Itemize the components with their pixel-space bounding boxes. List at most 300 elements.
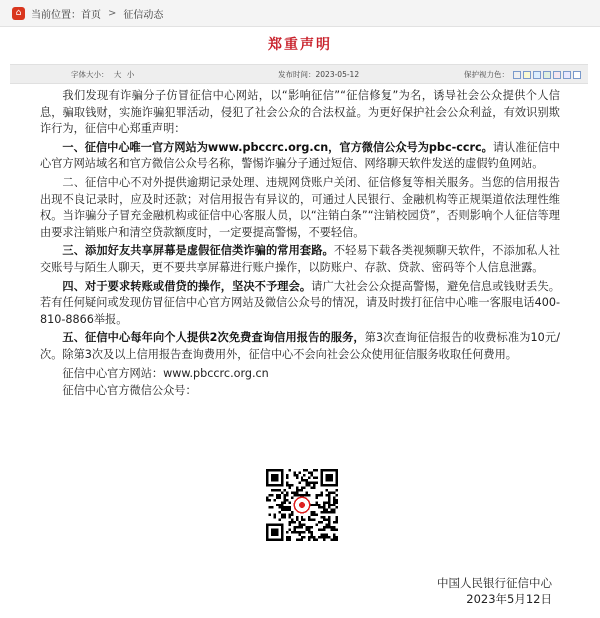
qr-module bbox=[301, 516, 303, 518]
qr-module bbox=[328, 524, 330, 526]
qr-module bbox=[268, 506, 270, 508]
qr-module bbox=[303, 474, 305, 476]
qr-module bbox=[333, 539, 335, 541]
qr-module bbox=[291, 514, 293, 516]
qr-module bbox=[281, 506, 283, 508]
qr-module bbox=[306, 491, 308, 493]
qr-module bbox=[288, 521, 290, 523]
qr-module bbox=[336, 521, 338, 523]
qr-module bbox=[313, 504, 315, 506]
qr-module bbox=[286, 481, 288, 483]
qr-module bbox=[283, 501, 285, 503]
qr-module bbox=[283, 496, 285, 498]
qr-module bbox=[328, 501, 330, 503]
qr-module bbox=[296, 489, 298, 491]
qr-module bbox=[321, 511, 323, 513]
qr-module bbox=[316, 524, 318, 526]
qr-module bbox=[276, 496, 278, 498]
publish-date: 2023-05-12 bbox=[315, 70, 360, 79]
qr-module bbox=[271, 489, 273, 491]
qr-module bbox=[323, 509, 325, 511]
qr-module bbox=[273, 516, 275, 518]
qr-module bbox=[333, 499, 335, 501]
qr-module bbox=[296, 519, 298, 521]
qr-module bbox=[321, 529, 323, 531]
qr-finder-center bbox=[326, 474, 333, 481]
qr-module bbox=[326, 526, 328, 528]
qr-module bbox=[326, 489, 328, 491]
qr-module bbox=[286, 474, 288, 476]
qr-module bbox=[296, 491, 298, 493]
qr-module bbox=[333, 511, 335, 513]
statement-item-5 bbox=[40, 330, 560, 363]
qr-module bbox=[301, 536, 303, 538]
qr-module bbox=[336, 501, 338, 503]
qr-module bbox=[296, 531, 298, 533]
qr-module bbox=[296, 474, 298, 476]
qr-module bbox=[331, 504, 333, 506]
qr-module bbox=[316, 501, 318, 503]
qr-module bbox=[311, 526, 313, 528]
qr-module bbox=[301, 476, 303, 478]
statement-item-4-heading: 四、对于要求转账或借贷的操作，坚决不予理会。 bbox=[62, 279, 312, 293]
qr-module bbox=[311, 471, 313, 473]
color-swatch-2[interactable] bbox=[523, 71, 531, 79]
qr-module bbox=[316, 514, 318, 516]
qr-module bbox=[321, 491, 323, 493]
qr-module bbox=[311, 474, 313, 476]
qr-module bbox=[328, 491, 330, 493]
qr-module bbox=[306, 479, 308, 481]
qr-module bbox=[333, 534, 335, 536]
qr-module bbox=[283, 516, 285, 518]
qr-module bbox=[301, 479, 303, 481]
qr-module bbox=[303, 469, 305, 471]
qr-module bbox=[303, 479, 305, 481]
qr-module bbox=[328, 519, 330, 521]
qr-module bbox=[281, 491, 283, 493]
qr-module bbox=[301, 519, 303, 521]
qr-module bbox=[303, 524, 305, 526]
qr-module bbox=[276, 504, 278, 506]
qr-module bbox=[288, 536, 290, 538]
qr-module bbox=[323, 504, 325, 506]
qr-module bbox=[316, 476, 318, 478]
qr-module bbox=[328, 526, 330, 528]
statement-item-2 bbox=[40, 175, 560, 241]
qr-module bbox=[291, 511, 293, 513]
statement-item-2-text: 二、征信中心不对外提供逾期记录处理、违规网贷账户关闭、征信修复等相关服务。当您的信用报告出现不良记录时，应及时还款；对信用报告有异议的，可通过人民银行、金融机构等正规渠道依法理性维权。当诈骗分子冒充金融机构或征信中心客服人员，以“注销白条”“注销校园贷”，否则影响个人征信等理由要求注销账户和清空贷款额度时，一定要提高警惕，不要轻信。 bbox=[40, 175, 560, 239]
qr-module bbox=[318, 494, 320, 496]
qr-module bbox=[326, 511, 328, 513]
statement-item-1 bbox=[40, 140, 560, 173]
qr-module bbox=[333, 529, 335, 531]
qr-module bbox=[286, 536, 288, 538]
qr-module bbox=[288, 486, 290, 488]
qr-module bbox=[316, 504, 318, 506]
qr-module bbox=[303, 531, 305, 533]
qr-module bbox=[321, 494, 323, 496]
qr-module bbox=[301, 526, 303, 528]
qr-module bbox=[288, 469, 290, 471]
qr-module bbox=[313, 536, 315, 538]
color-swatch-4[interactable] bbox=[543, 71, 551, 79]
breadcrumb bbox=[0, 0, 600, 27]
qr-module bbox=[303, 494, 305, 496]
qr-module bbox=[301, 539, 303, 541]
qr-module bbox=[323, 519, 325, 521]
intro-paragraph: 我们发现有诈骗分子仿冒征信中心网站，以“影响征信”“征信修复”为名，诱导社会公众提供个人信息，骗取钱财，实施诈骗犯罪活动，侵犯了社会公众的合法权益。为更好保护社会公众利益，有效识别欺诈行为，征信中心郑重声明： bbox=[40, 89, 560, 136]
qr-module bbox=[288, 524, 290, 526]
qr-module bbox=[333, 509, 335, 511]
qr-module bbox=[321, 536, 323, 538]
qr-module bbox=[336, 494, 338, 496]
qr-module bbox=[311, 534, 313, 536]
qr-module bbox=[333, 521, 335, 523]
signature-block bbox=[437, 575, 552, 607]
font-size-small-button[interactable]: 小 bbox=[126, 70, 135, 79]
qr-module bbox=[328, 499, 330, 501]
qr-module bbox=[313, 519, 315, 521]
qr-module bbox=[291, 491, 293, 493]
qr-module bbox=[293, 474, 295, 476]
qr-module bbox=[313, 469, 315, 471]
qr-module bbox=[313, 539, 315, 541]
article-meta-bar bbox=[10, 64, 588, 84]
qr-module bbox=[278, 489, 280, 491]
official-wechat-line: 征信中心官方微信公众号： bbox=[62, 384, 197, 398]
qr-module bbox=[296, 516, 298, 518]
qr-module bbox=[283, 506, 285, 508]
qr-module bbox=[296, 486, 298, 488]
qr-module bbox=[331, 509, 333, 511]
qr-module bbox=[276, 494, 278, 496]
statement-item-4 bbox=[40, 279, 560, 329]
qr-module bbox=[336, 506, 338, 508]
qr-module bbox=[301, 531, 303, 533]
qr-finder-center bbox=[271, 529, 278, 536]
qr-module bbox=[308, 519, 310, 521]
signature-organization: 中国人民银行征信中心 bbox=[437, 576, 552, 590]
qr-module bbox=[278, 494, 280, 496]
qr-module bbox=[293, 526, 295, 528]
qr-module bbox=[308, 531, 310, 533]
qr-module bbox=[321, 534, 323, 536]
qr-module bbox=[278, 511, 280, 513]
qr-module bbox=[298, 489, 300, 491]
qr-module bbox=[306, 469, 308, 471]
qr-module bbox=[288, 539, 290, 541]
qr-module bbox=[271, 494, 273, 496]
color-swatch-6[interactable] bbox=[563, 71, 571, 79]
qr-module bbox=[283, 514, 285, 516]
qr-module bbox=[308, 471, 310, 473]
qr-module bbox=[328, 511, 330, 513]
qr-module bbox=[293, 529, 295, 531]
qr-module bbox=[268, 514, 270, 516]
breadcrumb-section-link[interactable]: 征信动态 bbox=[123, 9, 164, 21]
qr-module bbox=[293, 494, 295, 496]
qr-module bbox=[281, 516, 283, 518]
qr-module bbox=[333, 501, 335, 503]
qr-module bbox=[306, 484, 308, 486]
qr-module bbox=[306, 481, 308, 483]
qr-module bbox=[308, 536, 310, 538]
qr-module bbox=[333, 536, 335, 538]
qr-module bbox=[311, 504, 313, 506]
qr-module bbox=[283, 489, 285, 491]
qr-module bbox=[308, 481, 310, 483]
qr-module bbox=[318, 529, 320, 531]
qr-module bbox=[331, 539, 333, 541]
qr-module bbox=[311, 531, 313, 533]
qr-module bbox=[311, 536, 313, 538]
qr-module bbox=[296, 526, 298, 528]
qr-module bbox=[293, 521, 295, 523]
qr-module bbox=[308, 494, 310, 496]
qr-module bbox=[291, 496, 293, 498]
qr-module bbox=[273, 514, 275, 516]
qr-module bbox=[286, 506, 288, 508]
qr-module bbox=[308, 476, 310, 478]
statement-item-3-text: 不轻易下载各类视频聊天软件，不添加私人社交账号与陌生人聊天，更不要共享屏幕进行账户操作，以防账户、存款、贷款、密码等个人信息泄露。 bbox=[40, 244, 560, 274]
qr-module bbox=[323, 534, 325, 536]
qr-module bbox=[308, 516, 310, 518]
qr-module bbox=[298, 534, 300, 536]
qr-module bbox=[326, 536, 328, 538]
qr-module bbox=[278, 496, 280, 498]
qr-module bbox=[328, 521, 330, 523]
qr-module bbox=[328, 496, 330, 498]
qr-module bbox=[313, 514, 315, 516]
statement-item-5-heading: 五、征信中心每年向个人提供2次免费查询信用报告的服务， bbox=[62, 331, 365, 345]
statement-item-3-heading: 三、添加好友共享屏幕是虚假征信类诈骗的常用套路。 bbox=[62, 244, 334, 258]
qr-module bbox=[286, 494, 288, 496]
qr-module bbox=[278, 504, 280, 506]
publish-time bbox=[278, 69, 359, 80]
official-website-line: 征信中心官方网站：www.pbccrc.org.cn bbox=[62, 366, 269, 380]
qr-module bbox=[291, 531, 293, 533]
qr-module bbox=[288, 501, 290, 503]
qr-module bbox=[281, 504, 283, 506]
qr-module bbox=[303, 536, 305, 538]
qr-module bbox=[283, 509, 285, 511]
qr-module bbox=[273, 499, 275, 501]
qr-module bbox=[333, 491, 335, 493]
qr-module bbox=[283, 494, 285, 496]
qr-module bbox=[266, 496, 268, 498]
qr-module bbox=[271, 506, 273, 508]
breadcrumb-prefix: 当前位置： bbox=[31, 9, 81, 21]
qr-module bbox=[321, 521, 323, 523]
qr-module bbox=[303, 519, 305, 521]
statement-item-1-text: 请认准征信中心官方网站域名和官方微信公众号名称，警惕诈骗分子通过短信、网络聊天软件发送的虚假钓鱼网站。 bbox=[40, 140, 560, 171]
qr-module bbox=[286, 509, 288, 511]
qr-module bbox=[323, 529, 325, 531]
qr-module bbox=[278, 519, 280, 521]
qr-module bbox=[323, 511, 325, 513]
qr-module bbox=[281, 501, 283, 503]
color-swatch-5[interactable] bbox=[553, 71, 561, 79]
page-title: 郑重声明 bbox=[268, 37, 332, 53]
qr-module bbox=[336, 499, 338, 501]
qr-module bbox=[328, 506, 330, 508]
qr-module bbox=[266, 499, 268, 501]
qr-module bbox=[306, 529, 308, 531]
qr-module bbox=[326, 494, 328, 496]
font-size-big-button[interactable]: 大 bbox=[113, 70, 122, 79]
qr-module bbox=[296, 476, 298, 478]
qr-module bbox=[308, 484, 310, 486]
qr-module bbox=[268, 494, 270, 496]
color-swatch-3[interactable] bbox=[533, 71, 541, 79]
qr-module bbox=[293, 471, 295, 473]
color-swatch-list bbox=[511, 70, 581, 79]
qr-module bbox=[336, 529, 338, 531]
qr-module bbox=[296, 494, 298, 496]
qr-module bbox=[301, 524, 303, 526]
qr-module bbox=[323, 516, 325, 518]
publish-label: 发布时间： bbox=[278, 70, 316, 79]
qr-module bbox=[326, 534, 328, 536]
article-body bbox=[40, 88, 560, 400]
qr-module bbox=[288, 514, 290, 516]
qr-module bbox=[283, 499, 285, 501]
qr-module bbox=[323, 526, 325, 528]
qr-module bbox=[288, 509, 290, 511]
qr-module bbox=[288, 484, 290, 486]
qr-module bbox=[323, 506, 325, 508]
qr-module bbox=[326, 509, 328, 511]
qr-module bbox=[278, 506, 280, 508]
qr-module bbox=[311, 511, 313, 513]
qr-module bbox=[288, 506, 290, 508]
qr-module bbox=[286, 539, 288, 541]
qr-module bbox=[331, 511, 333, 513]
qr-module bbox=[281, 509, 283, 511]
qr-module bbox=[308, 526, 310, 528]
qr-module bbox=[311, 514, 313, 516]
qr-module bbox=[298, 521, 300, 523]
qr-module bbox=[323, 536, 325, 538]
statement-item-3 bbox=[40, 243, 560, 276]
qr-module bbox=[298, 526, 300, 528]
font-size-label: 字体大小： bbox=[71, 70, 109, 79]
qr-module bbox=[311, 486, 313, 488]
qr-module bbox=[276, 489, 278, 491]
qr-module bbox=[316, 494, 318, 496]
qr-module bbox=[298, 471, 300, 473]
qr-module bbox=[323, 539, 325, 541]
qr-module bbox=[331, 529, 333, 531]
qr-module bbox=[301, 494, 303, 496]
qr-module bbox=[328, 504, 330, 506]
qr-module bbox=[291, 519, 293, 521]
breadcrumb-home-link[interactable]: 首页 bbox=[81, 9, 101, 21]
qr-module bbox=[281, 514, 283, 516]
qr-module bbox=[328, 536, 330, 538]
qr-module bbox=[313, 486, 315, 488]
breadcrumb-separator: > bbox=[108, 7, 117, 19]
qr-module bbox=[298, 531, 300, 533]
qr-module bbox=[288, 529, 290, 531]
qr-module bbox=[286, 531, 288, 533]
qr-module bbox=[336, 519, 338, 521]
qr-module bbox=[318, 504, 320, 506]
qr-module bbox=[308, 529, 310, 531]
qr-module bbox=[318, 521, 320, 523]
qr-module bbox=[311, 481, 313, 483]
qr-module bbox=[291, 521, 293, 523]
qr-module bbox=[316, 539, 318, 541]
qr-module bbox=[316, 481, 318, 483]
qr-module bbox=[316, 469, 318, 471]
signature-date: 2023年5月12日 bbox=[466, 592, 552, 606]
qr-module bbox=[298, 539, 300, 541]
qr-module bbox=[331, 526, 333, 528]
qr-module bbox=[328, 516, 330, 518]
qr-module bbox=[308, 539, 310, 541]
qr-module bbox=[333, 504, 335, 506]
qr-module bbox=[331, 491, 333, 493]
qr-module bbox=[316, 496, 318, 498]
qr-module bbox=[298, 494, 300, 496]
qr-module bbox=[286, 476, 288, 478]
qr-seal-center bbox=[299, 502, 305, 508]
qr-module bbox=[326, 524, 328, 526]
qr-finder-center bbox=[271, 474, 278, 481]
qr-module bbox=[313, 481, 315, 483]
qr-module bbox=[336, 489, 338, 491]
location-icon: ⌂ bbox=[12, 7, 25, 20]
qr-module bbox=[323, 501, 325, 503]
qr-module bbox=[298, 524, 300, 526]
qr-module bbox=[306, 494, 308, 496]
qr-module bbox=[291, 484, 293, 486]
qr-module bbox=[333, 526, 335, 528]
qr-module bbox=[273, 489, 275, 491]
qr-module bbox=[298, 481, 300, 483]
qr-module bbox=[326, 519, 328, 521]
qr-module bbox=[318, 536, 320, 538]
statement-item-1-heading: 一、征信中心唯一官方网站为www.pbccrc.org.cn，官方微信公众号为pbc-ccrc。 bbox=[62, 140, 493, 154]
qr-module bbox=[286, 499, 288, 501]
wechat-qr-code-image bbox=[266, 469, 338, 541]
qr-module bbox=[328, 494, 330, 496]
qr-module bbox=[306, 526, 308, 528]
qr-module bbox=[336, 536, 338, 538]
color-swatch-1[interactable] bbox=[513, 71, 521, 79]
qr-module bbox=[321, 506, 323, 508]
qr-module bbox=[296, 539, 298, 541]
qr-module bbox=[301, 486, 303, 488]
qr-module bbox=[293, 531, 295, 533]
qr-module bbox=[336, 516, 338, 518]
qr-module bbox=[313, 511, 315, 513]
qr-module bbox=[313, 484, 315, 486]
qr-module bbox=[333, 496, 335, 498]
qr-module bbox=[311, 519, 313, 521]
qr-module bbox=[288, 516, 290, 518]
font-size-control bbox=[68, 69, 134, 80]
qr-module bbox=[313, 476, 315, 478]
qr-module bbox=[303, 486, 305, 488]
eye-protection-colors bbox=[464, 69, 581, 80]
color-swatch-7[interactable] bbox=[573, 71, 581, 79]
statement-item-4-text: 请广大社会公众提高警惕，避免信息或钱财丢失。若有任何疑问或发现仿冒征信中心官方网站及微信公众号的情况，请及时拨打征信中心唯一客服电话400-810-8866举报。 bbox=[40, 279, 560, 326]
qr-module bbox=[318, 506, 320, 508]
qr-module bbox=[321, 516, 323, 518]
